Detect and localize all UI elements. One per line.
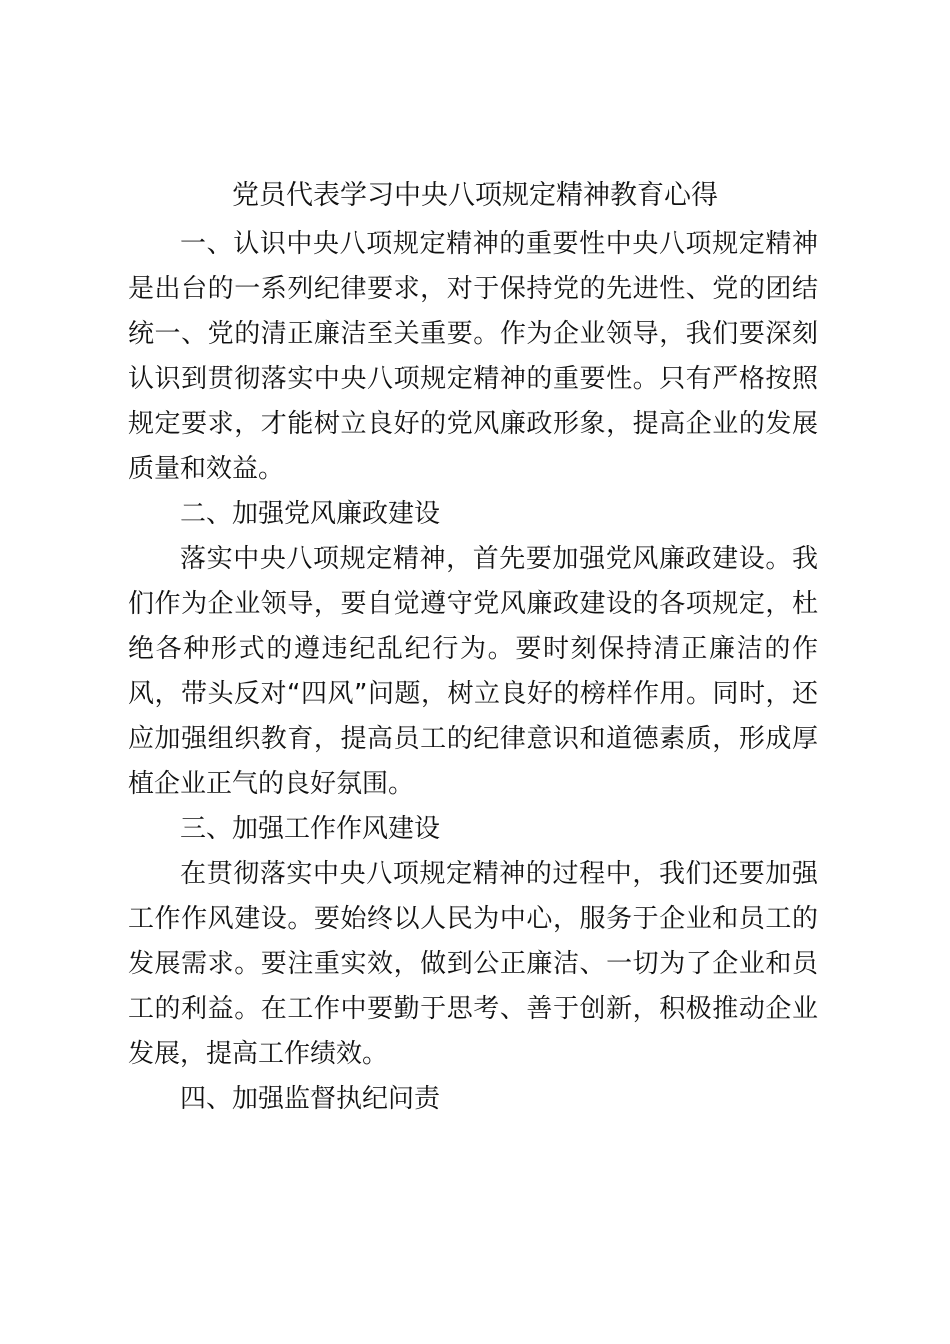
document-title: 党员代表学习中央八项规定精神教育心得 xyxy=(232,180,718,211)
section-3-heading: 三、加强工作作风建设 xyxy=(180,814,441,844)
section-3-paragraph: 在贯彻落实中央八项规定精神的过程中，我们还要加强工作作风建设。要始终以人民为中心，服务于企业和员工的发展需求。要注重实效，做到公正廉洁、一切为了企业和员工的利益。在工作中要勤于思考、善于创新，积极推动企业发展，提高工作绩效。 xyxy=(128,859,818,1069)
section-2-paragraph: 落实中央八项规定精神，首先要加强党风廉政建设。我们作为企业领导，要自觉遵守党风廉政建设的各项规定，杜绝各种形式的遵违纪乱纪行为。要时刻保持清正廉洁的作风，带头反对“四风”问题，树立良好的榜样作用。同时，还应加强组织教育，提高员工的纪律意识和道德素质，形成厚植企业正气的良好氛围。 xyxy=(128,544,818,799)
section-4-heading: 四、加强监督执纪问责 xyxy=(180,1084,441,1114)
document-body xyxy=(128,222,818,1122)
section-1-paragraph: 一、认识中央八项规定精神的重要性中央八项规定精神是出台的一系列纪律要求，对于保持党的先进性、党的团结统一、党的清正廉洁至关重要。作为企业领导，我们要深刻认识到贯彻落实中央八项规定精神的重要性。只有严格按照规定要求，才能树立良好的党风廉政形象，提高企业的发展质量和效益。 xyxy=(128,229,818,484)
section-2-heading: 二、加强党风廉政建设 xyxy=(180,499,441,529)
